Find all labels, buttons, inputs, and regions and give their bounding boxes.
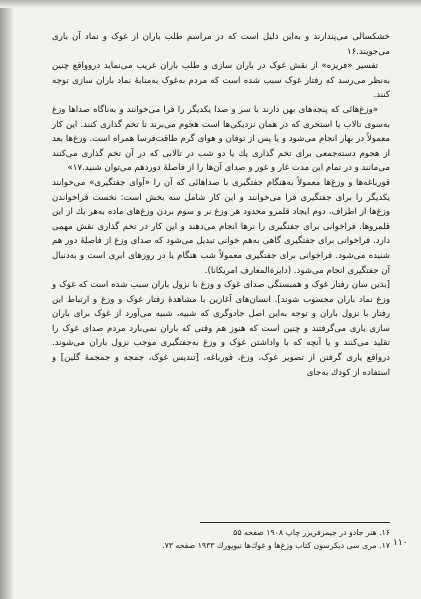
paragraph: [بدین سان رفتار غوک و همبستگی صدای غوک و وزغ با نزول باران سبب شده است که غوک و وزغ نماد باران محسوب شوند]. انسان‌های آغازین با مشاهدهٔ رفتار غوک و وزغ و ارتباط این رفتار با نزول باران و توجه به‌این اصل جادوگری که شبیه، شبیه می‌آورد از غوک برای باران سازی یاری می‌گرفتند و چنین است که هنوز هم وقتی که باران نمی‌بارد مردم صدای غوک را تقلید می‌کنند و یا آنچه که با واداشتن غوک و وزغ به‌جفتگیری موجب نزول باران می‌شوند. درواقع یاری گرفتن از تصویر غوک، وزغ، قورباغه، [تندیس غوک، جمجه و جمجمهٔ گلین] و استفاده از کودك به‌جای [52, 280, 390, 378]
footnote: ۱۷. مری سی دیکرسون کتاب وزغ‌ها و غوك‌ها نیویورك ۱۹۳۳ صفحه ۷۳. [162, 541, 390, 550]
paragraph: «وزغ‌هائی که پنجه‌های بهن دارند با سر و صدا یکدیگر را فرا می‌خوانند و به‌ناگاه صداها وزغ به‌سوی تالاب یا استخری که در همان نزدیکی‌ها است هجوم می‌برند تا تخم گذاری کنند. این کار معمولاً در بهار انجام می‌شود و یا پس از توفان و هوای گرم طاقت‌فرسا همراه است. وزغ‌ها بعد از هجوم دسته‌جمعی برای تخم گذاری یك یا دو شب در تالابی که در آن تخم گذاری می‌کنند می‌مانند و در تمام این مدت غار و غور و صدای آن‌ها را از فاصلهٔ دوردهم می‌توان شنید.۱۷» [52, 104, 390, 174]
footnote-divider [200, 522, 390, 523]
page-number: ۱۱۰ [393, 538, 408, 548]
footnotes [52, 526, 390, 552]
binding-shadow [0, 0, 14, 599]
paragraph: خشکسالی می‌پندارند و به‌این دلیل است که در مراسم طلب باران از غوک و نماد آن یاری می‌جویند.۱۶ [52, 32, 390, 57]
body-text [52, 30, 390, 380]
top-edge-shadow [0, 0, 421, 8]
paragraph: قورباغه‌ها و وزغ‌ها معمولاً به‌هنگام جفتگیری با صداهائی که آن را «آوای جفتگیری» می‌خوانند یکدیگر را برای جفتگیری فرا می‌خوانند و این کار شامل سه بخش است: نخست فراخواندن وزغ‌ها از اطراف، دوم ایجاد قلمرو محدود هر وزغ نر و سوم بردن وزغ‌های ماده به‌هر یك از این قلمروها. فراخوانی برای جفتگیری را نرها انجام می‌دهند و این کار در تخم گذاری نقش مهمی دارد. فراخوانی برای جفتگیری گاهی به‌هم خوانی تبدیل می‌شود که صدای وزغ از فاصلهٔ دور هم شنیده می‌شود. فراخوانی برای جفتگیری معمولاً شب هنگام یا در روزهای ابری است و به‌دنبال آن جفتگیری انجام می‌شود. (دایرةالمعارف امریکانا). [52, 177, 390, 276]
footnote: ۱۶. هنر جادو در جیمزفریزر چاپ ۱۹۰۸ صفحه ۵۵ [233, 528, 390, 537]
paragraph: تفسیر «فریزه» از نقش غوک در باران سازی و طلب باران غریب می‌نماید دروواقع چنین به‌نظر می‌رسد که رفتار غوک سبب شده است که مردم به‌غوک به‌منابهٔ نماد باران سازی توجه کنند. [52, 61, 390, 101]
